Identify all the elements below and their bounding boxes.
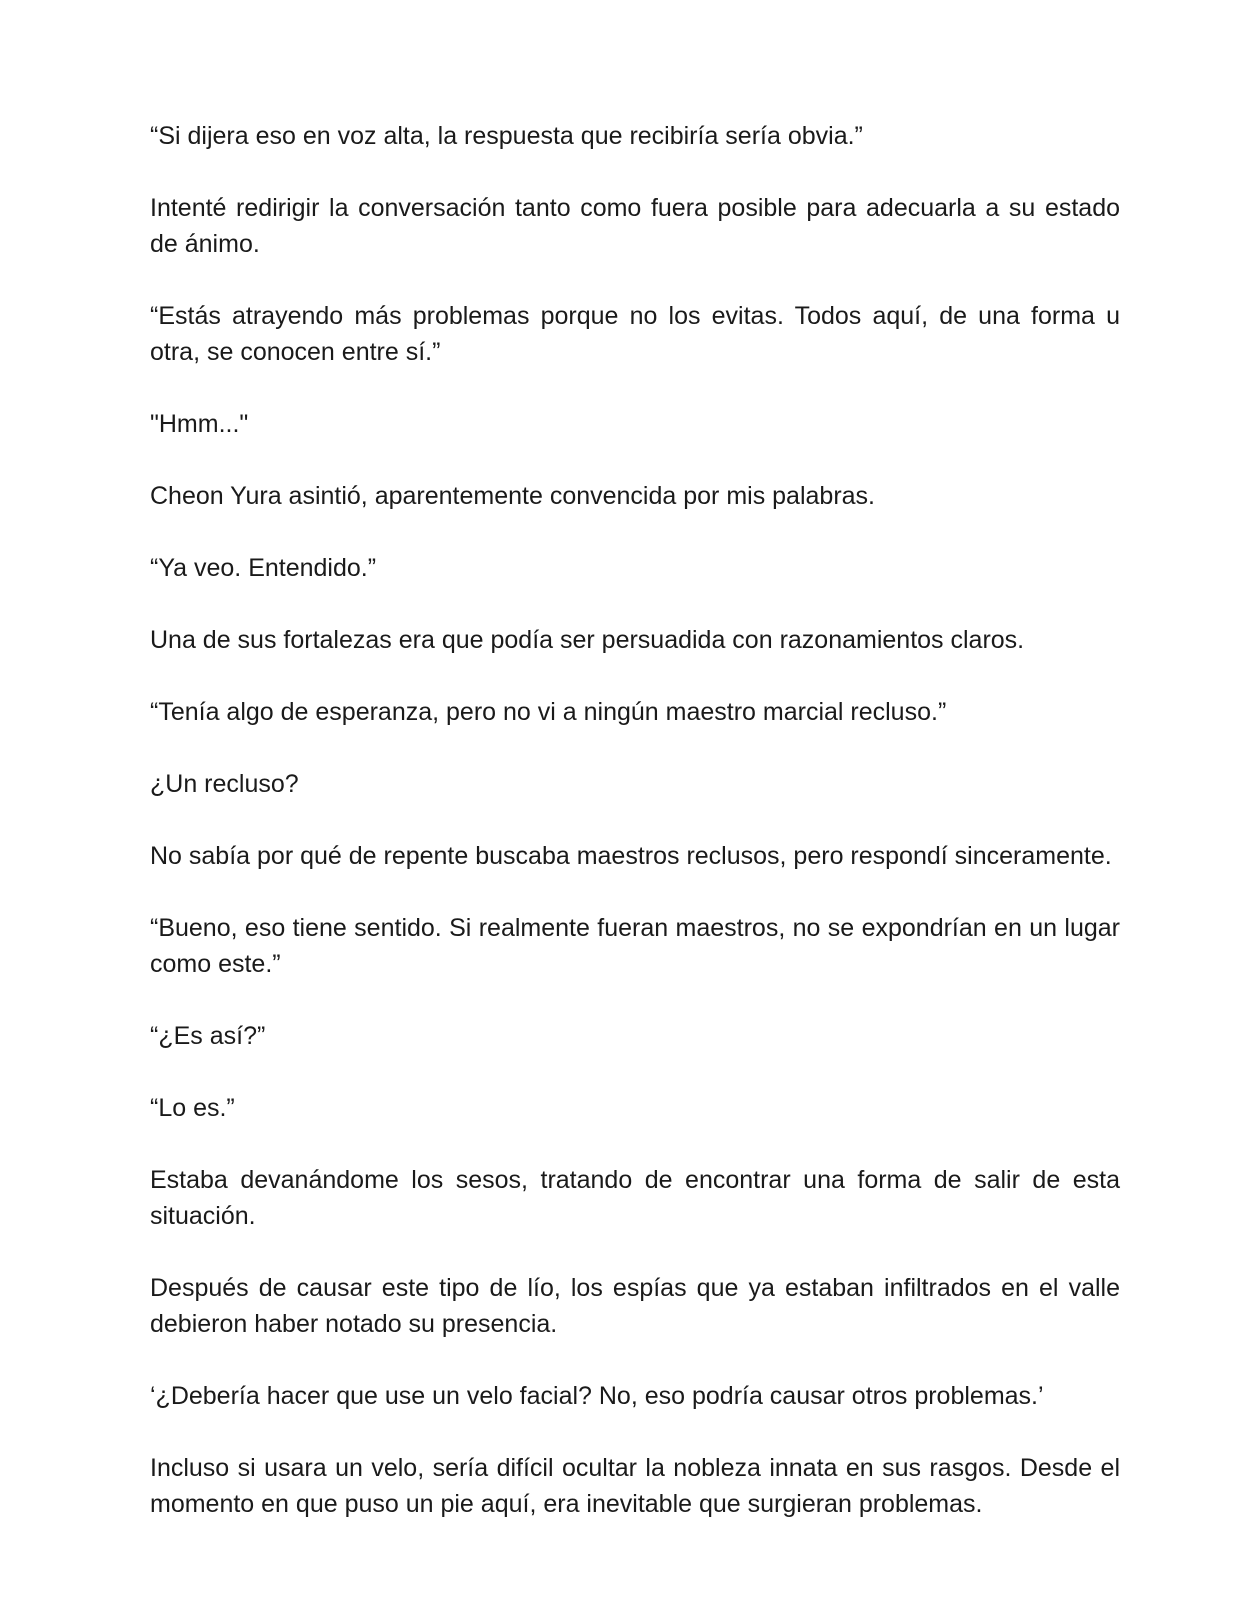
paragraph: Incluso si usara un velo, sería difícil ocultar la nobleza innata en sus rasgos. Desde el momento en que puso un pie aquí, era inevitable que surgieran problemas.	[150, 1454, 1120, 1518]
paragraph: “Si dijera eso en voz alta, la respuesta que recibiría sería obvia.”	[150, 122, 863, 150]
paragraph: Después de causar este tipo de lío, los espías que ya estaban infiltrados en el valle debieron haber notado su presencia.	[150, 1274, 1120, 1338]
paragraph: No sabía por qué de repente buscaba maestros reclusos, pero respondí sinceramente.	[150, 842, 1112, 870]
paragraph: “Estás atrayendo más problemas porque no los evitas. Todos aquí, de una forma u otra, se conocen entre sí.”	[150, 302, 1120, 366]
paragraph: “Bueno, eso tiene sentido. Si realmente fueran maestros, no se expondrían en un lugar como este.”	[150, 914, 1120, 978]
paragraph: "Hmm..."	[150, 410, 249, 438]
paragraph: ‘¿Debería hacer que use un velo facial? No, eso podría causar otros problemas.’	[150, 1382, 1044, 1410]
document-page	[150, 118, 1120, 1522]
paragraph: “Lo es.”	[150, 1094, 235, 1122]
paragraph: “¿Es así?”	[150, 1022, 266, 1050]
paragraph: ¿Un recluso?	[150, 770, 299, 798]
paragraph: Cheon Yura asintió, aparentemente convencida por mis palabras.	[150, 482, 875, 510]
paragraph: Estaba devanándome los sesos, tratando de encontrar una forma de salir de esta situación.	[150, 1166, 1120, 1230]
paragraph: Una de sus fortalezas era que podía ser persuadida con razonamientos claros.	[150, 626, 1025, 654]
paragraph: “Ya veo. Entendido.”	[150, 554, 377, 582]
paragraph: Intenté redirigir la conversación tanto como fuera posible para adecuarla a su estado de ánimo.	[150, 194, 1120, 258]
paragraph: “Tenía algo de esperanza, pero no vi a ningún maestro marcial recluso.”	[150, 698, 947, 726]
